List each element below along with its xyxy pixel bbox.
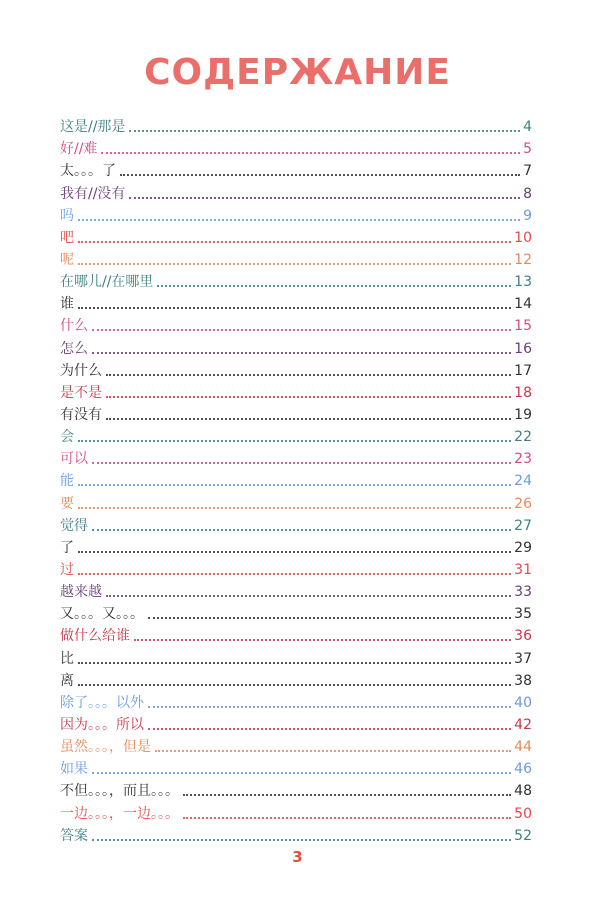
toc-entry-page: 26 (514, 495, 532, 512)
toc-entry (60, 402, 532, 424)
dot-leader (106, 374, 511, 376)
toc-entry (60, 313, 532, 335)
toc-entry-term: 做什么给谁 (60, 628, 130, 645)
dot-leader (155, 750, 511, 752)
toc-entry (60, 269, 532, 291)
toc-entry-page: 4 (523, 119, 532, 136)
dot-leader (183, 794, 511, 796)
dot-leader (157, 285, 511, 287)
toc-entry (60, 380, 532, 402)
toc-entry-page: 23 (514, 451, 532, 468)
dot-leader (129, 197, 520, 199)
toc-entry-page: 14 (514, 296, 532, 313)
toc-entry-term: 过 (60, 561, 74, 578)
dot-leader (92, 462, 511, 464)
toc-entry (60, 225, 532, 247)
toc-entry-term: 什么 (60, 318, 88, 335)
toc-entry (60, 335, 532, 357)
toc-entry-term: 比 (60, 650, 74, 667)
toc-entry-page: 38 (514, 672, 532, 689)
toc-entry (60, 490, 532, 512)
toc-entry-page: 9 (523, 207, 532, 224)
toc-entry (60, 601, 532, 623)
dot-leader (92, 839, 511, 841)
toc-entry-page: 33 (514, 584, 532, 601)
toc-entry-term: 怎么 (60, 340, 88, 357)
toc-entry-page: 7 (523, 163, 532, 180)
toc-entry (60, 114, 532, 136)
toc-entry-page: 24 (514, 473, 532, 490)
toc-entry-page: 40 (514, 694, 532, 711)
toc-entry-page: 10 (514, 229, 532, 246)
toc-entry (60, 579, 532, 601)
toc-entry (60, 291, 532, 313)
toc-entry-term: 为什么 (60, 362, 102, 379)
dot-leader (106, 396, 511, 398)
toc-entry-term: 一边。。。，一边。。。 (60, 805, 179, 822)
toc-entry-term: 如果 (60, 761, 88, 778)
toc-entry (60, 535, 532, 557)
toc-entry-term: 谁 (60, 296, 74, 313)
dot-leader (92, 772, 511, 774)
dot-leader (148, 706, 511, 708)
toc-entry-page: 22 (514, 429, 532, 446)
toc-entry-term: 觉得 (60, 517, 88, 534)
dot-leader (148, 617, 511, 619)
toc-entry (60, 468, 532, 490)
toc-entry-page: 18 (514, 384, 532, 401)
toc-entry-term: 在哪儿//在哪里 (60, 274, 154, 291)
toc-entry-term: 好//难 (60, 141, 98, 158)
dot-leader (92, 329, 511, 331)
toc-entry-term: 又。。。又。。。 (60, 606, 144, 623)
page-number: 3 (292, 848, 303, 866)
toc-entry-term: 吗 (60, 207, 74, 224)
toc-entry (60, 203, 532, 225)
toc-entry-term: 答案 (60, 827, 88, 844)
toc-entry-page: 5 (523, 141, 532, 158)
toc-entry-term: 我有//没有 (60, 185, 126, 202)
toc-entry-page: 48 (514, 783, 532, 800)
toc-entry (60, 247, 532, 269)
dot-leader (148, 728, 511, 730)
toc-entry-page: 29 (514, 539, 532, 556)
toc-entry (60, 756, 532, 778)
toc-entry (60, 823, 532, 845)
toc-entry (60, 734, 532, 756)
toc-entry-term: 呢 (60, 251, 74, 268)
toc-entry-page: 16 (514, 340, 532, 357)
toc-entry-page: 46 (514, 761, 532, 778)
toc-entry (60, 136, 532, 158)
dot-leader (106, 595, 511, 597)
toc-entry (60, 645, 532, 667)
toc-entry (60, 446, 532, 468)
toc-entry (60, 778, 532, 800)
dot-leader (101, 152, 520, 154)
dot-leader (183, 817, 511, 819)
dot-leader (78, 219, 520, 221)
toc-entry-page: 13 (514, 274, 532, 291)
dot-leader (78, 307, 511, 309)
page-title: СОДЕРЖАНИЕ (144, 52, 451, 93)
toc-entry (60, 623, 532, 645)
toc-entry-term: 有没有 (60, 406, 102, 423)
dot-leader (78, 241, 511, 243)
toc-entry-page: 35 (514, 606, 532, 623)
toc-entry-page: 8 (523, 185, 532, 202)
dot-leader (78, 684, 511, 686)
toc-entry-page: 50 (514, 805, 532, 822)
toc-entry-term: 太。。。了 (60, 163, 116, 180)
toc-entry-term: 要 (60, 495, 74, 512)
toc-entry-term: 越来越 (60, 584, 102, 601)
toc-entry-term: 因为。。。所以 (60, 716, 144, 733)
toc-entry (60, 712, 532, 734)
dot-leader (92, 529, 511, 531)
toc-entry-page: 17 (514, 362, 532, 379)
toc-entry-term: 是不是 (60, 384, 102, 401)
dot-leader (120, 174, 520, 176)
toc-entry-term: 可以 (60, 451, 88, 468)
dot-leader (78, 263, 511, 265)
toc-entry-term: 不但。。。，而且。。。 (60, 783, 179, 800)
dot-leader (78, 551, 511, 553)
dot-leader (78, 573, 511, 575)
dot-leader (78, 662, 511, 664)
toc-entry-term: 会 (60, 429, 74, 446)
toc-entry (60, 424, 532, 446)
toc-entry (60, 158, 532, 180)
toc-entry (60, 800, 532, 822)
toc-entry-page: 42 (514, 716, 532, 733)
dot-leader (78, 507, 511, 509)
toc-entry-page: 36 (514, 628, 532, 645)
toc-entry (60, 358, 532, 380)
toc-entry-page: 27 (514, 517, 532, 534)
toc-entry (60, 690, 532, 712)
table-of-contents (60, 114, 532, 845)
toc-entry-page: 31 (514, 561, 532, 578)
toc-entry-page: 12 (514, 251, 532, 268)
dot-leader (106, 418, 511, 420)
toc-entry-page: 37 (514, 650, 532, 667)
toc-entry-term: 虽然。。。，但是 (60, 739, 151, 756)
toc-entry-page: 15 (514, 318, 532, 335)
toc-entry-page: 19 (514, 406, 532, 423)
toc-entry (60, 180, 532, 202)
toc-entry-term: 离 (60, 672, 74, 689)
dot-leader (92, 352, 511, 354)
toc-entry (60, 557, 532, 579)
toc-entry-page: 44 (514, 739, 532, 756)
toc-entry (60, 513, 532, 535)
toc-entry-term: 了 (60, 539, 74, 556)
toc-entry-term: 除了。。。以外 (60, 694, 144, 711)
toc-entry-term: 吧 (60, 229, 74, 246)
dot-leader (134, 639, 511, 641)
dot-leader (78, 440, 511, 442)
dot-leader (78, 484, 511, 486)
toc-entry (60, 668, 532, 690)
dot-leader (129, 130, 520, 132)
toc-entry-term: 这是//那是 (60, 119, 126, 136)
toc-entry-term: 能 (60, 473, 74, 490)
toc-entry-page: 52 (514, 827, 532, 844)
